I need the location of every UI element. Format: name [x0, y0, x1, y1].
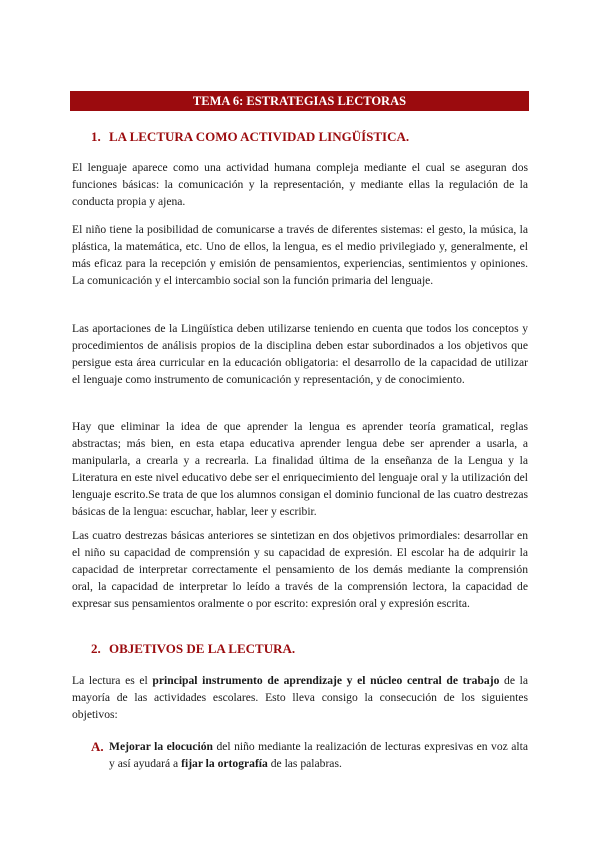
- page-title: TEMA 6: ESTRATEGIAS LECTORAS: [70, 91, 529, 111]
- intro-bold: principal instrumento de aprendizaje y el núcleo central de trabajo: [152, 674, 500, 687]
- list-marker-a: A.: [91, 739, 104, 754]
- paragraph-4: Hay que eliminar la idea de que aprender la lengua es aprender teoría gramatical, reglas abstractas; más bien, en esta etapa educativa aprender lengua debe ser aprender a usarla, a manipularla, a crearla y a recrearla. La finalidad última de la enseñanza de la Lengua y la Literatura en este nivel educativo debe ser el enriquecimiento del lenguaje oral y la utilización del lenguaje escrito.Se trata de que los alumnos consigan el dominio funcional de las cuatro destrezas básicas de la lengua: escuchar, hablar, leer y escribir.: [72, 420, 528, 518]
- paragraph-intro-objectives: [72, 672, 528, 723]
- objective-a-text-2: de las palabras.: [267, 757, 342, 770]
- section-1-title: LA LECTURA COMO ACTIVIDAD LINGÜÍSTICA.: [109, 129, 410, 144]
- objective-a-bold-1: Mejorar la elocución: [109, 740, 213, 753]
- paragraph-1: El lenguaje aparece como una actividad humana compleja mediante el cual se aseguran dos funciones básicas: la comunicación y la representación, y mediante ellas la regulación de la conducta propia y ajena.: [72, 161, 528, 208]
- paragraph-5: Las cuatro destrezas básicas anteriores se sintetizan en dos objetivos primordiales: desarrollar en el niño su capacidad de comprensión y su capacidad de expresión. El escolar ha de adquirir la capacidad de interpretar correctamente el pensamiento de los demás mediante la comprensión oral, la capacidad de interpretar lo leído a través de la comprensión lectora, la capacidad de expresar sus pensamientos oralmente o por escrito: expresión oral y expresión escrita.: [72, 529, 528, 610]
- objective-a-text: [109, 738, 528, 772]
- objective-a-bold-2: fijar la ortografía: [181, 757, 268, 770]
- section-2-number: 2.: [91, 641, 101, 656]
- section-1-heading: [91, 129, 409, 145]
- objective-item-a: [91, 738, 528, 772]
- intro-text-c: de la mayoría de las actividades escolares. Esto lleva consigo la consecución de los siguientes objetivos:: [72, 674, 528, 721]
- section-2-title: OBJETIVOS DE LA LECTURA.: [109, 641, 296, 656]
- intro-text-a: La lectura es el: [72, 674, 153, 687]
- objective-a-text-1: del niño mediante la realización de lecturas expresivas en voz alta y así ayudará a: [109, 740, 528, 770]
- paragraph-2: El niño tiene la posibilidad de comunicarse a través de diferentes sistemas: el gesto, la música, la plástica, la matemática, etc. Uno de ellos, la lengua, es el medio privilegiado y, generalmente, el más eficaz para la recepción y emisión de pensamientos, experiencias, sentimientos y opiniones. La comunicación y el intercambio social son la función primaria del lenguaje.: [72, 223, 528, 287]
- paragraph-3: Las aportaciones de la Lingüística deben utilizarse teniendo en cuenta que todos los conceptos y procedimientos de análisis propios de la disciplina deben estar subordinados a los objetivos que persigue esta área curricular en la educación obligatoria: el desarrollo de la capacidad de utilizar el lenguaje como instrumento de comunicación y representación, y de conocimiento.: [72, 322, 528, 386]
- section-1-number: 1.: [91, 129, 101, 144]
- section-2-heading: [91, 641, 295, 657]
